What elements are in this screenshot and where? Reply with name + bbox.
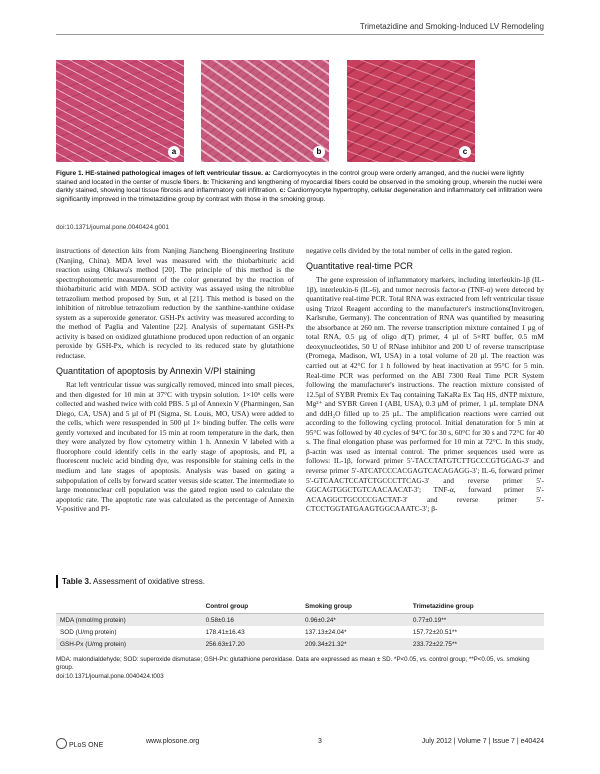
issue-info: July 2012 | Volume 7 | Issue 7 | e40424 xyxy=(421,738,544,745)
table-cell: 209.34±21.32* xyxy=(301,638,409,650)
caption-c-label: c: xyxy=(279,187,286,195)
caption-title: Figure 1. HE-stained pathological images of left ventricular tissue. xyxy=(56,170,264,177)
table-header-row xyxy=(56,600,544,614)
plos-logo-icon xyxy=(56,738,67,749)
right-paragraph-2: The gene expression of inflammatory markers, including interleukin-1β (IL-1β), interleukin-6 (IL-6), and tumor necrosis factor-α (TNF-α) were deteced by quantitative real-time PCR. Total RNA was extracted from left ventricular tissue using Trizol Reagent according to the manufacturer's instructions(Invitrogen, Karlsruhe, Germany). The concentration of RNA was quantified by measuring the absorbance at 260 nm. The reverse transcription mixture contained 1 µg of total RNA, 0.5 µg of oligo d(T) primer, 4 µl of 5×RT buffer, 0.5 mM deoxynucleotides, 50 U of RNase inhibitor and 200 U of reverse transcriptase (Promega, Madison, WI, USA) in a total volume of 20 µl. The reaction was carried out at 42°C for 1 h followed by heat inactivation at 95°C for 5 min. Real-time PCR was performed on the ABI 7300 Real Time PCR System following the manufacturer's instructions. The reaction mixture consisted of 12.5µl of SYBR Premix Ex Taq containing TaKaRa Ex Taq HS, dNTP mixture, Mg²⁺ and SYBR Green I (ABI, USA), 0.3 µM of primer, 1 µL template DNA and ddH₂O filled up to 25 µL. The amplification reactions were carried out according to the following cycling protocol. Initial denaturation for 5 min at 95°C was followed by 40 cycles of 94°C for 30 s, 60°C for 30 s and 72°C for 40 s. The final elongation phase was performed for 10 min at 72°C. In this study, β-actin was used as internal control. The primer sequences used were as follows: IL-1β, forward primer 5′-TACCTATGTCTTGCCCGTGGAG-3′ and reverse primer 5′-ATCATCCCACGAGTCACAGAGG-3′; IL-6, forward primer 5′-GTCAACTCCATCTGCCCTTCAG-3′ and reverse primer 5′-GGCAGTGGCTGTCAACAACAT-3′; TNF-α, forward primer 5′-ACAAGGCTGCCCCGACTAT-3′ and reverse primer 5′-CTCCTGGTATGAAGTGGCAAATC-3′; β- xyxy=(306,275,544,514)
table-cell: 0.77±0.19** xyxy=(409,614,544,627)
table-cell: 0.96±0.24* xyxy=(301,614,409,627)
caption-c: Cardiomyocyte hypertrophy, cellular degeneration and inflammatory cell infiltration were significantly improved in the trimetazidine group by contrast with those in the smoking group. xyxy=(56,187,543,203)
right-paragraph-1: negative cells divided by the total number of cells in the gated region. xyxy=(306,246,513,255)
table-header-cell: Trimetazidine group xyxy=(409,600,544,614)
table-cell: 137.13±24.04* xyxy=(305,628,347,636)
figure-doi[interactable]: doi:10.1371/journal.pone.0040424.g001 xyxy=(56,224,170,231)
table-footnote: MDA: malondialdehyde; SOD: superoxide dismutase; GSH-Px: glutathione peroxidase. Data are expressed as mean ± SD. *P<0.05, vs. control group; **P<0.05, vs. smoking group. xyxy=(56,656,530,671)
table-row xyxy=(56,614,544,627)
table-label: Table 3. xyxy=(62,577,92,586)
journal-logo xyxy=(56,738,103,749)
right-column xyxy=(306,246,544,514)
table-cell: 233.72±22.75** xyxy=(409,638,544,650)
journal-name: PLoS ONE xyxy=(69,742,104,749)
section-heading-apoptosis: Quantitation of apoptosis by Annexin V/PI staining xyxy=(56,365,256,376)
header-rule xyxy=(56,34,544,35)
panel-label-a: a xyxy=(168,146,180,158)
caption-b-label: b: xyxy=(202,178,210,186)
caption-a: Cardiomyocytes in the control group were orderly arranged, and the nuclei were lightly stained and located in the center of muscle fibers. xyxy=(56,170,525,186)
figure-panel-a xyxy=(56,60,184,162)
page-number: 3 xyxy=(318,738,322,745)
table-cell: 256.63±17.20 xyxy=(202,638,301,650)
table-header-cell xyxy=(56,600,202,614)
panel-label-c: c xyxy=(459,146,471,158)
table-header-cell: Control group xyxy=(202,600,301,614)
table-title-text: Assessment of oxidative stress. xyxy=(91,577,206,586)
caption-b: Thickening and lengthening of myocardial fibers could be observed in the smoking group, wherein the nuclei were darkly stained, showing local tissue fibrosis and inflammatory cell infiltration. xyxy=(56,178,543,195)
table-cell: 178.41±16.43 xyxy=(205,628,245,636)
figure-panel-c xyxy=(347,60,475,162)
running-header: Trimetazidine and Smoking-Induced LV Remodeling xyxy=(359,22,544,31)
table-row xyxy=(56,638,544,650)
table-cell: 157.72±20.51** xyxy=(412,628,457,636)
section-heading-pcr: Quantitative real-time PCR xyxy=(306,260,414,271)
left-paragraph-2: Rat left ventricular tissue was surgically removed, minced into small pieces, and then digested for 10 min at 37°C with trypsin solution. 1×10⁶ cells were collected and washed twice with cold PBS. 5 µl of Annexin V (Pharmingen, San Diego, CA, USA) and 5 µl of PI (Sigma, St. Louis, MO, USA) were added to the cells, which were resuspended in 500 µl 1× binding buffer. The cells were gently vortexed and incubated for 15 min at room temperature in the dark, then they were analyzed by flow cytometry within 1 h. Annexin V labeled with a fluorophore could identify cells in the early stage of apoptosis, and PI, a fluorescent nucleic acid binding dye, was responsible for staining cells in the medium and late stages of apoptosis. Analysis was based on gating a subpopulation of cells by forward scatter versus side scatter. The intermediate to large mononuclear cell population was the gated region used to calculate the apoptotic rate. The apoptotic rate was calculated as the percentage of Annexin V-positive and PI- xyxy=(56,380,294,514)
left-column xyxy=(56,246,294,514)
table-title xyxy=(56,575,544,588)
table-header-cell: Smoking group xyxy=(301,600,409,614)
caption-a-label: a: xyxy=(264,170,271,177)
journal-url[interactable]: www.plosone.org xyxy=(146,738,200,745)
table-cell: SOD (U/mg protein) xyxy=(60,628,117,636)
table-cell: 0.58±0.16 xyxy=(202,614,301,627)
left-paragraph-1: instructions of detection kits from Nanjing Jiancheng Bioengineering Institute (Nanjing, China). MDA level was measured with the thiobarbituric acid reaction using Ohkawa's method [20]. The principle of this method is the spectrophotometric measurement of the color generated by the reaction of thiobarbituric acid with MDA. SOD activity was assayed using the nitroblue tetrazolium method proposed by Sun, et al [21]. This method is based on the inhibition of nitroblue tetrazolium reduction by the xanthine-xanthine oxidase system as a superoxide generator. GSH-Px activity was measured according to the method of Paglia and Valentine [22]. Analysis of supernatant GSH-Px activity is based on oxidized glutathione produced upon reduction of an organic peroxide by GSH-Px, which is recycled to its reduced state by glutathione reductase. xyxy=(56,246,294,361)
figure-panel-b xyxy=(201,60,329,162)
table-3 xyxy=(56,575,544,681)
figure-caption xyxy=(56,170,544,204)
table-cell: GSH-Px (U/mg protein) xyxy=(56,638,202,650)
table-row xyxy=(56,626,544,638)
panel-label-b: b xyxy=(313,146,325,158)
table-cell: MDA (nmol/mg protein) xyxy=(56,614,202,627)
table-doi[interactable]: doi:10.1371/journal.pone.0040424.t003 xyxy=(56,673,164,680)
oxidative-stress-table xyxy=(56,600,544,650)
